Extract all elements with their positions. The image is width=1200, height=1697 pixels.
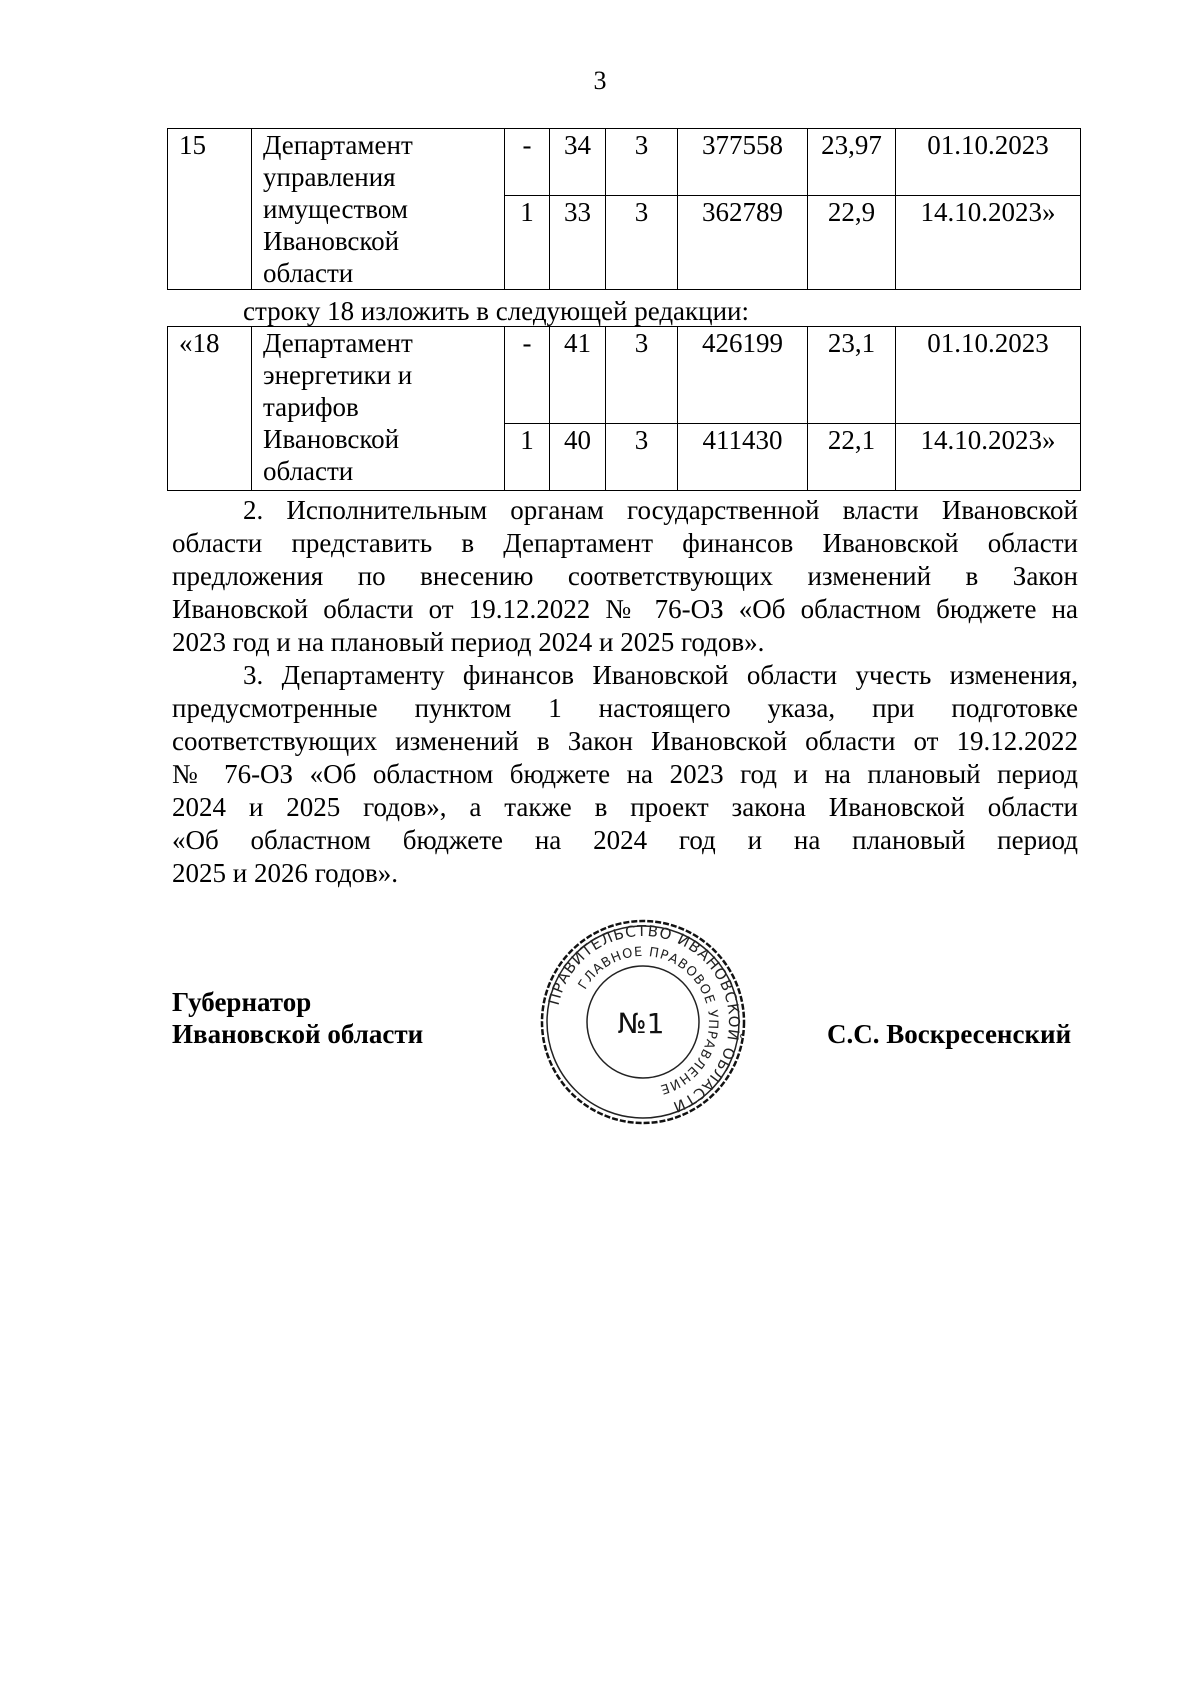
paragraph-line: 3. Департаменту финансов Ивановской области учесть изменения, (243, 660, 1078, 690)
signatory-position-line1: Губернатор (172, 987, 312, 1017)
table-cell: 34 (550, 129, 606, 196)
department-name-line: Ивановской (263, 226, 400, 256)
paragraph-line: предусмотренные пунктом 1 настоящего указа, при подготовке (172, 693, 1078, 723)
department-name-line: Департамент (263, 328, 413, 358)
paragraph-line: области представить в Департамент финансов Ивановской области (172, 528, 1078, 558)
table-cell: 3 (606, 424, 678, 491)
official-stamp (538, 917, 748, 1127)
paragraph-line: соответствующих изменений в Закон Ивановской области от 19.12.2022 (172, 726, 1078, 756)
table-cell: 3 (606, 195, 678, 289)
table-cell: 1 (505, 424, 550, 491)
table-cell: 411430 (678, 424, 808, 491)
table-cell: - (505, 327, 550, 424)
table-cell: 362789 (678, 195, 808, 289)
department-name-line: управления (263, 162, 396, 192)
table-row-15 (167, 128, 1081, 290)
date-cell: 14.10.2023» (896, 424, 1081, 491)
stamp-number: №1 (617, 1007, 665, 1040)
row-number: «18 (168, 327, 252, 491)
table-cell: 3 (606, 327, 678, 424)
signatory-name: С.С. Воскресенский (827, 1019, 1072, 1049)
paragraph-line: 2. Исполнительным органам государственной власти Ивановской (243, 495, 1078, 525)
page-number: 3 (593, 66, 607, 95)
table-cell: 426199 (678, 327, 808, 424)
paragraph-line: 2024 и 2025 годов», а также в проект закона Ивановской области (172, 792, 1078, 822)
paragraph-line: 2023 год и на плановый период 2024 и 2025 годов». (172, 627, 765, 657)
table-cell: 40 (550, 424, 606, 491)
table-cell: 22,1 (808, 424, 896, 491)
department-name-line: имуществом (263, 194, 408, 224)
department-name-line: энергетики и (263, 360, 413, 390)
table-cell: 33 (550, 195, 606, 289)
table-row-18 (167, 326, 1081, 491)
stamp-seal-icon (538, 917, 748, 1127)
signatory-position-line2: Ивановской области (172, 1019, 424, 1049)
date-cell: 01.10.2023 (896, 129, 1081, 196)
paragraph-line: Ивановской области от 19.12.2022 № 76-ОЗ «Об областном бюджете на (172, 594, 1078, 624)
department-name-line: тарифов (263, 392, 359, 422)
paragraph-line: № 76-ОЗ «Об областном бюджете на 2023 год и на плановый период (172, 759, 1078, 789)
table-cell: 3 (606, 129, 678, 196)
table-cell: 22,9 (808, 195, 896, 289)
department-name-line: области (263, 258, 354, 288)
table-cell: 23,1 (808, 327, 896, 424)
table-cell: 41 (550, 327, 606, 424)
department-name (252, 129, 505, 290)
table-cell: 23,97 (808, 129, 896, 196)
stamp-inner-text: ГЛАВНОЕ ПРАВОВОЕ УПРАВЛЕНИЕ (575, 944, 721, 1097)
paragraph-line: предложения по внесению соответствующих изменений в Закон (172, 561, 1078, 591)
stamp-outer-text: ПРАВИТЕЛЬСТВО ИВАНОВСКОЙ ОБЛАСТИ (544, 921, 744, 1117)
date-cell: 01.10.2023 (896, 327, 1081, 424)
row-number: 15 (168, 129, 252, 290)
instruction-line: строку 18 изложить в следующей редакции: (243, 296, 750, 326)
department-name (252, 327, 505, 491)
table-cell: - (505, 129, 550, 196)
department-name-line: области (263, 456, 354, 486)
department-name-line: Департамент (263, 130, 413, 160)
paragraph-line: 2025 и 2026 годов». (172, 858, 399, 888)
department-name-line: Ивановской (263, 424, 400, 454)
table-cell: 1 (505, 195, 550, 289)
table-cell: 377558 (678, 129, 808, 196)
paragraph-line: «Об областном бюджете на 2024 год и на плановый период (172, 825, 1078, 855)
date-cell: 14.10.2023» (896, 195, 1081, 289)
